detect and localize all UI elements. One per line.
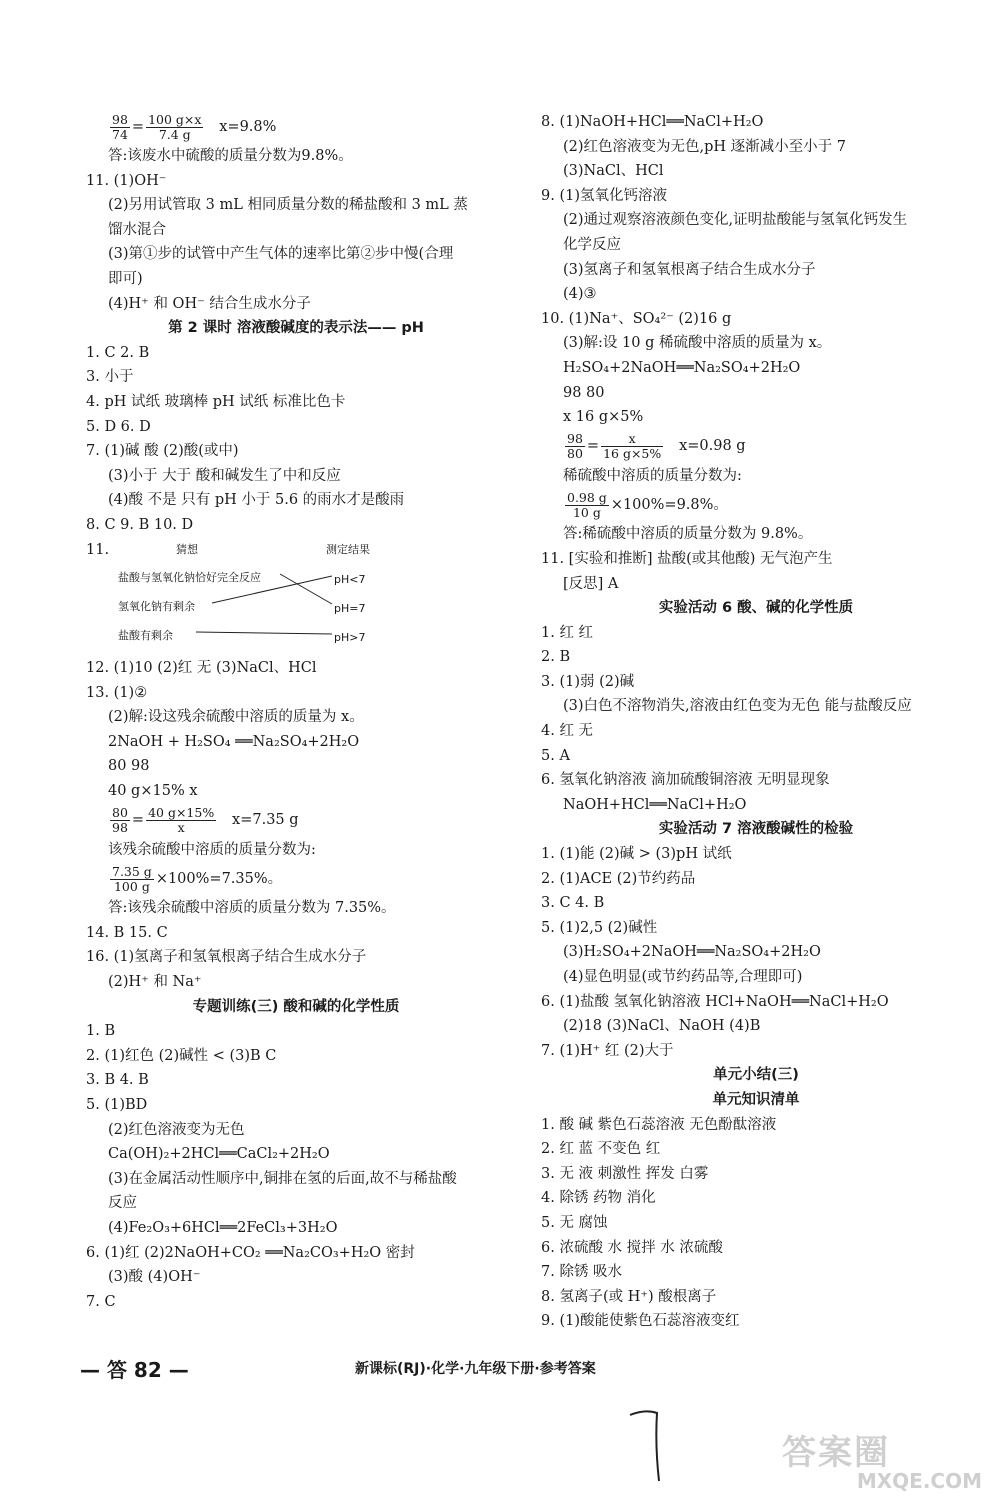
answer-line: (4)③: [563, 286, 597, 303]
denominator: 10 g: [572, 504, 601, 520]
answer-line: (3)小于 大于 酸和碱发生了中和反应: [108, 467, 341, 484]
answer-line: (3)氢离子和氢氧根离子结合生成水分子: [563, 261, 816, 278]
answer-line: 3. C 4. B: [541, 895, 605, 912]
answer-line: (4)显色明显(或节约药品等,合理即可): [563, 969, 803, 985]
answer-line: 答:该残余硫酸中溶质的质量分数为 7.35%。: [108, 900, 396, 917]
numerator: 40 g×15%: [148, 805, 215, 821]
answer-line: H₂SO₄+2NaOH══Na₂SO₄+2H₂O: [563, 359, 801, 376]
section-heading: 实验活动 7 溶液酸碱性的检验: [658, 821, 854, 838]
answer-line: (2)另用试管取 3 mL 相同质量分数的稀盐酸和 3 mL 蒸: [108, 197, 468, 214]
watermark-logo: [782, 1425, 982, 1493]
fraction: [146, 113, 203, 142]
answer-line: 4. pH 试纸 玻璃棒 pH 试纸 标准比色卡: [86, 393, 346, 410]
denominator: 98: [112, 820, 128, 836]
numerator: 100 g×x: [148, 111, 202, 127]
answer-line: 6. 浓硫酸 水 搅拌 水 浓硫酸: [541, 1239, 723, 1256]
matching-diagram: [112, 538, 506, 656]
answer-line: 16. (1)氢离子和氢氧根离子结合生成水分子: [86, 949, 367, 966]
right-column: [541, 110, 971, 1334]
answer-line: 1. 酸 碱 紫色石蕊溶液 无色酚酞溶液: [541, 1116, 777, 1133]
answer-line: (4)H⁺ 和 OH⁻ 结合生成水分子: [108, 295, 311, 312]
answer-line: 5. A: [541, 747, 570, 764]
denominator: 100 g: [113, 878, 150, 894]
answer-line: 2. (1)红色 (2)碱性 < (3)B C: [86, 1047, 277, 1064]
answer-line: 2NaOH + H₂SO₄ ══Na₂SO₄+2H₂O: [108, 733, 360, 750]
answer-line: 7. C: [86, 1293, 116, 1310]
numerator: 7.35 g: [112, 863, 152, 879]
answer-line: 80 98: [108, 758, 150, 775]
fraction-line: [541, 430, 971, 464]
match-line: [212, 576, 332, 603]
answer-line: 3. (1)弱 (2)碱: [541, 673, 635, 690]
answer-line: 答:该废水中硫酸的质量分数为9.8%。: [108, 148, 353, 164]
answer-line: 7. (1)碱 酸 (2)酸(或中): [86, 443, 239, 460]
fraction-result: x=9.8%: [205, 118, 277, 135]
handwritten-mark: [625, 1405, 665, 1485]
answer-line: 1. C 2. B: [86, 344, 150, 361]
section-heading: 第 2 课时 溶液酸碱度的表示法—— pH: [168, 320, 424, 337]
answer-line: (3)在金属活动性顺序中,铜排在氢的后面,故不与稀盐酸: [108, 1170, 457, 1187]
page-number: — 答 82 —: [80, 1358, 189, 1382]
answer-line: (3)NaCl、HCl: [563, 163, 664, 180]
fraction: [110, 865, 154, 894]
numerator: 0.98 g: [567, 489, 607, 505]
fraction-line: [86, 110, 506, 144]
answer-line: 7. (1)H⁺ 红 (2)大于: [541, 1042, 674, 1059]
fraction-result: x=7.35 g: [218, 812, 299, 829]
answer-line: 98 80: [563, 384, 605, 401]
result-header: 测定结果: [326, 543, 370, 557]
hypothesis-item: 氢氧化钠有剩余: [118, 600, 195, 614]
fraction: [146, 806, 216, 835]
answer-line: 8. C 9. B 10. D: [86, 516, 194, 533]
watermark-url: MXQE.COM: [856, 1469, 982, 1493]
answer-line: 11.: [86, 541, 110, 558]
answer-line: [反思] A: [563, 575, 619, 592]
hypothesis-item: 盐酸与氢氧化钠恰好完全反应: [118, 571, 261, 585]
section-heading: 单元小结(三): [713, 1067, 799, 1084]
answer-line: 馏水混合: [108, 221, 166, 238]
denominator: 80: [567, 446, 583, 462]
answer-line: (2)18 (3)NaCl、NaOH (4)B: [563, 1018, 761, 1035]
answer-line: 14. B 15. C: [86, 924, 168, 941]
numerator: 98: [112, 111, 128, 127]
numerator: 98: [567, 431, 583, 447]
fraction: [565, 491, 609, 520]
fraction-result: x=0.98 g: [665, 438, 746, 455]
answer-line: 答:稀硫酸中溶质的质量分数为 9.8%。: [563, 526, 813, 543]
answer-line: 2. (1)ACE (2)节约药品: [541, 870, 696, 887]
answer-line: 9. (1)氢氧化钙溶液: [541, 187, 667, 204]
answer-line: 3. 无 液 刺激性 挥发 白雾: [541, 1165, 709, 1182]
answer-line: (3)H₂SO₄+2NaOH══Na₂SO₄+2H₂O: [563, 944, 821, 961]
fraction: [110, 113, 130, 142]
answer-line: 化学反应: [563, 236, 621, 253]
answer-line: Ca(OH)₂+2HCl══CaCl₂+2H₂O: [108, 1146, 330, 1163]
fraction-result: ×100%=7.35%。: [155, 870, 283, 887]
answer-line: 2. 红 蓝 不变色 红: [541, 1141, 661, 1158]
answer-line: 7. 除锈 吸水: [541, 1264, 623, 1281]
matching-lines: [112, 538, 442, 656]
answer-line: 4. 红 无: [541, 723, 594, 740]
answer-line: 11. [实验和推断] 盐酸(或其他酸) 无气泡产生: [541, 550, 833, 567]
hypothesis-item: 盐酸有剩余: [118, 629, 173, 643]
section-heading: 实验活动 6 酸、碱的化学性质: [658, 600, 854, 617]
answer-line: 该残余硫酸中溶质的质量分数为:: [108, 841, 316, 858]
answer-line: 13. (1)②: [86, 684, 148, 701]
answer-line: 8. 氢离子(或 H⁺) 酸根离子: [541, 1288, 717, 1305]
answer-line: 3. 小于: [86, 369, 134, 386]
answer-line: (2)红色溶液变为无色,pH 逐渐减小至小于 7: [563, 138, 847, 155]
answer-line: 5. 无 腐蚀: [541, 1214, 608, 1231]
hypothesis-header: 猜想: [176, 543, 198, 557]
answer-line: 1. (1)能 (2)碱 > (3)pH 试纸: [541, 846, 732, 863]
answer-line: 5. D 6. D: [86, 418, 151, 435]
match-line: [196, 632, 332, 634]
fraction-line: [541, 488, 971, 522]
match-line: [280, 574, 332, 604]
left-column: [86, 110, 506, 1314]
answer-line: 10. (1)Na⁺、SO₄²⁻ (2)16 g: [541, 310, 732, 327]
numerator: 80: [112, 805, 128, 821]
answer-line: 1. B: [86, 1023, 116, 1040]
answer-line: 6. 氢氧化钠溶液 滴加硫酸铜溶液 无明显现象: [541, 772, 830, 789]
numerator: x: [601, 432, 663, 447]
answer-line: (2)解:设这残余硫酸中溶质的质量为 x。: [108, 709, 364, 726]
answer-line: (3)酸 (4)OH⁻: [108, 1269, 201, 1286]
answer-line: 12. (1)10 (2)红 无 (3)NaCl、HCl: [86, 660, 317, 677]
watermark-title: 答案圈: [782, 1433, 890, 1473]
result-item: pH=7: [334, 602, 366, 616]
answer-line: 6. (1)盐酸 氢氧化钠溶液 HCl+NaOH══NaCl+H₂O: [541, 993, 889, 1010]
answer-line: 40 g×15% x: [108, 783, 198, 800]
answer-line: 2. B: [541, 649, 571, 666]
answer-line: 反应: [108, 1195, 137, 1212]
answer-line: (3)第①步的试管中产生气体的速率比第②步中慢(合理: [108, 246, 454, 263]
result-item: pH>7: [334, 631, 366, 645]
answer-line: (2)通过观察溶液颜色变化,证明盐酸能与氢氧化钙发生: [563, 212, 908, 229]
answer-line: 8. (1)NaOH+HCl══NaCl+H₂O: [541, 114, 764, 130]
denominator: x: [177, 820, 185, 836]
section-heading: 单元知识清单: [712, 1091, 800, 1108]
answer-line: (2)H⁺ 和 Na⁺: [108, 974, 202, 991]
denominator: 74: [112, 126, 128, 142]
fraction: [601, 432, 663, 461]
answer-line: 6. (1)红 (2)2NaOH+CO₂ ══Na₂CO₃+H₂O 密封: [86, 1244, 415, 1261]
equals-sign: =: [131, 118, 145, 135]
answer-line: (2)红色溶液变为无色: [108, 1121, 245, 1138]
answer-line: (4)Fe₂O₃+6HCl══2FeCl₃+3H₂O: [108, 1219, 338, 1236]
answer-line: NaOH+HCl══NaCl+H₂O: [563, 796, 747, 813]
answer-line: 9. (1)酸能使紫色石蕊溶液变红: [541, 1313, 740, 1330]
denominator: 16 g×5%: [603, 446, 662, 462]
answer-line: 3. B 4. B: [86, 1072, 149, 1089]
answer-line: 4. 除锈 药物 消化: [541, 1190, 656, 1207]
book-info: 新课标(RJ)·化学·九年级下册·参考答案: [355, 1361, 596, 1377]
answer-line: (3)解:设 10 g 稀硫酸中溶质的质量为 x。: [563, 335, 832, 352]
answer-line: x 16 g×5%: [563, 409, 644, 426]
section-heading: 专题训练(三) 酸和碱的化学性质: [192, 998, 400, 1015]
fraction-result: ×100%=9.8%。: [610, 497, 728, 514]
answer-line: 即可): [108, 270, 143, 287]
fraction: [565, 432, 585, 461]
fraction: [110, 806, 130, 835]
equals-sign: =: [586, 438, 600, 455]
answer-line: (3)白色不溶物消失,溶液由红色变为无色 能与盐酸反应: [563, 698, 912, 715]
answer-line: (4)酸 不是 只有 pH 小于 5.6 的雨水才是酸雨: [108, 492, 405, 509]
fraction-line: [86, 804, 506, 838]
answer-line: 稀硫酸中溶质的质量分数为:: [563, 467, 742, 484]
fraction-line: [86, 862, 506, 896]
answer-line: 11. (1)OH⁻: [86, 172, 167, 189]
denominator: 7.4 g: [158, 126, 191, 142]
equals-sign: =: [131, 812, 145, 829]
answer-line: 1. 红 红: [541, 624, 594, 641]
answer-line: 5. (1)2,5 (2)碱性: [541, 919, 658, 936]
result-item: pH<7: [334, 573, 366, 587]
answer-line: 5. (1)BD: [86, 1097, 148, 1113]
